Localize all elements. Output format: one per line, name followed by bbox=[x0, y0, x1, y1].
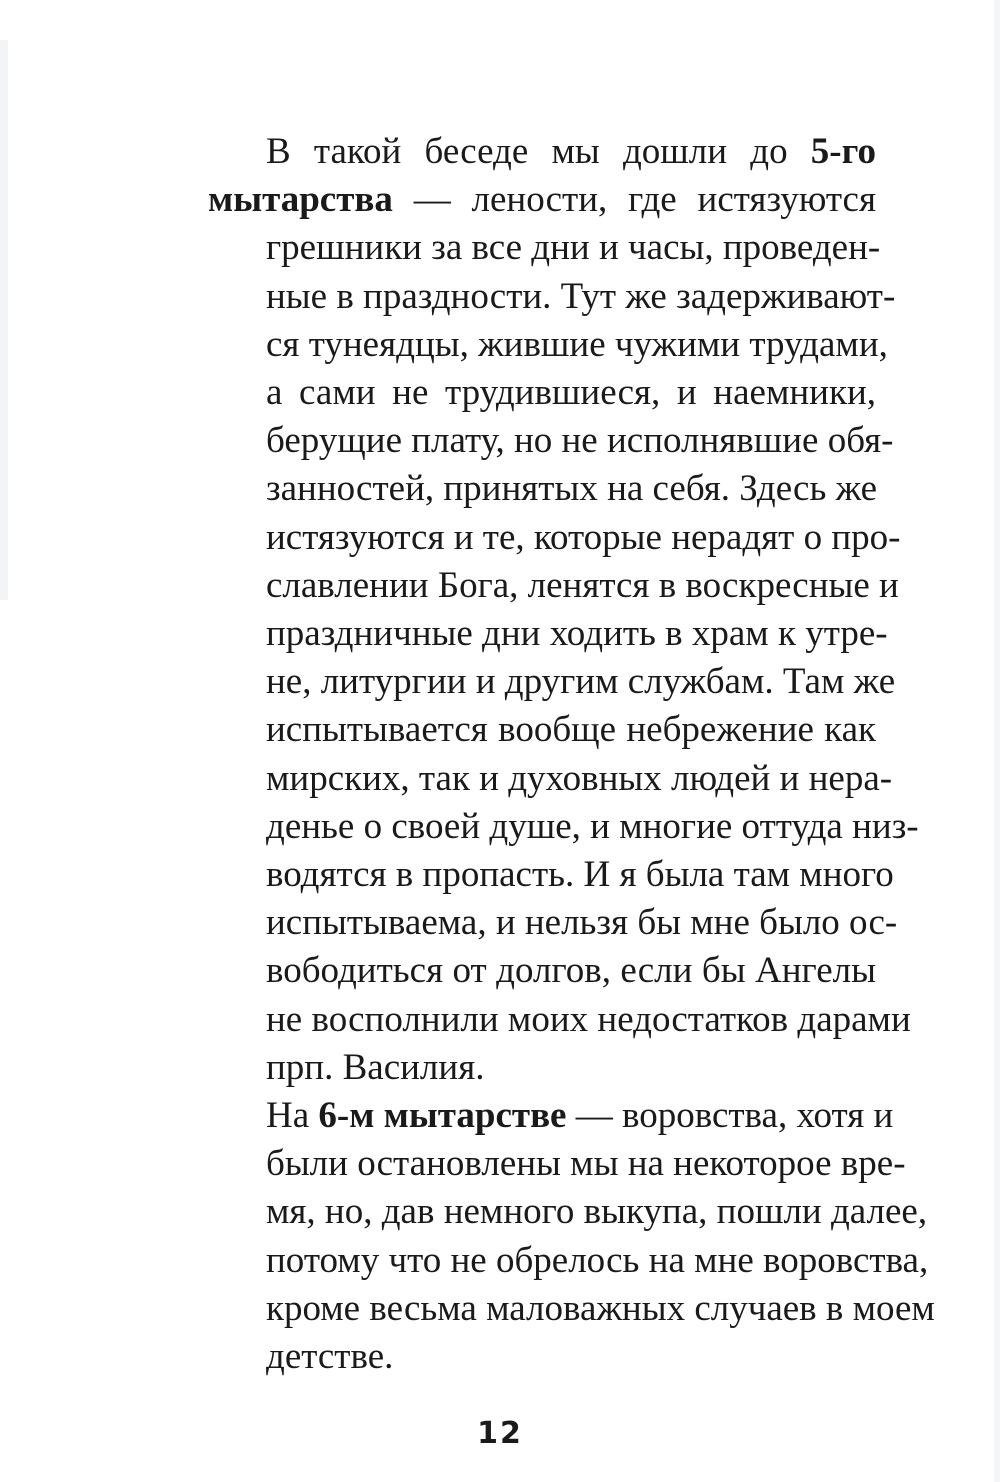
text-line: славлении Бога, ленятся в воскресные и bbox=[266, 564, 899, 606]
text-line: были остановлены мы на некоторое вре- bbox=[266, 1143, 906, 1185]
paragraph-fifth-toll bbox=[208, 128, 919, 1092]
text-line: мирских, так и духовных людей и нера- bbox=[266, 757, 893, 799]
text-line bbox=[208, 128, 876, 176]
text-line: грешники за все дни и часы, проведен- bbox=[266, 227, 881, 269]
text-line: ся тунеядцы, жившие чужими трудами, bbox=[266, 323, 888, 365]
text-line: денье о своей душе, и многие оттуда низ- bbox=[266, 805, 919, 847]
text-span: — лености, где истязуются bbox=[392, 179, 876, 221]
text-line: испытывается вообще небрежение как bbox=[266, 709, 876, 751]
text-span: В такой беседе мы дошли до bbox=[266, 131, 811, 172]
text-line: испытываема, и нельзя бы мне было ос- bbox=[266, 902, 898, 944]
text-line: детстве. bbox=[266, 1336, 394, 1378]
text-line: потому что не обрелось на мне воровства, bbox=[266, 1239, 929, 1281]
text-line bbox=[208, 176, 876, 224]
text-line: а сами не трудившиеся, и наемники, bbox=[266, 372, 876, 414]
page-shadow-left bbox=[0, 40, 8, 600]
text-line: прп. Василия. bbox=[266, 1046, 485, 1088]
text-line: не, литургии и другим службам. Там же bbox=[266, 661, 896, 703]
text-line: кроме весьма маловажных случаев в моем bbox=[266, 1287, 935, 1329]
text-line: ные в праздности. Тут же задерживают- bbox=[266, 275, 896, 317]
bold-term: мытарства bbox=[208, 179, 393, 221]
text-line: мя, но, дав немного выкупа, пошли далее, bbox=[266, 1191, 928, 1233]
body-text bbox=[208, 128, 935, 1381]
page-shadow-right bbox=[994, 0, 1000, 1482]
text-line: берущие плату, но не исполнявшие обя- bbox=[266, 420, 894, 462]
paragraph-sixth-toll bbox=[208, 1092, 935, 1381]
text-span: — воровства, хотя и bbox=[566, 1095, 894, 1137]
text-line: праздничные дни ходить в храм к утре- bbox=[266, 613, 888, 655]
bold-term: 5-го bbox=[810, 131, 876, 172]
text-line: занностей, принятых на себя. Здесь же bbox=[266, 468, 878, 510]
text-line: водятся в пропасть. И я была там много bbox=[266, 854, 894, 896]
text-line: вободиться от долгов, если бы Ангелы bbox=[266, 950, 876, 992]
text-line: не восполнили моих недостатков дарами bbox=[266, 998, 911, 1040]
text-line: истязуются и те, которые нерадят о про- bbox=[266, 516, 901, 558]
bold-term: 6-м мытарстве bbox=[318, 1095, 567, 1137]
text-span: На bbox=[266, 1095, 319, 1137]
text-line bbox=[208, 1092, 894, 1140]
page-number: 12 bbox=[477, 1416, 523, 1451]
